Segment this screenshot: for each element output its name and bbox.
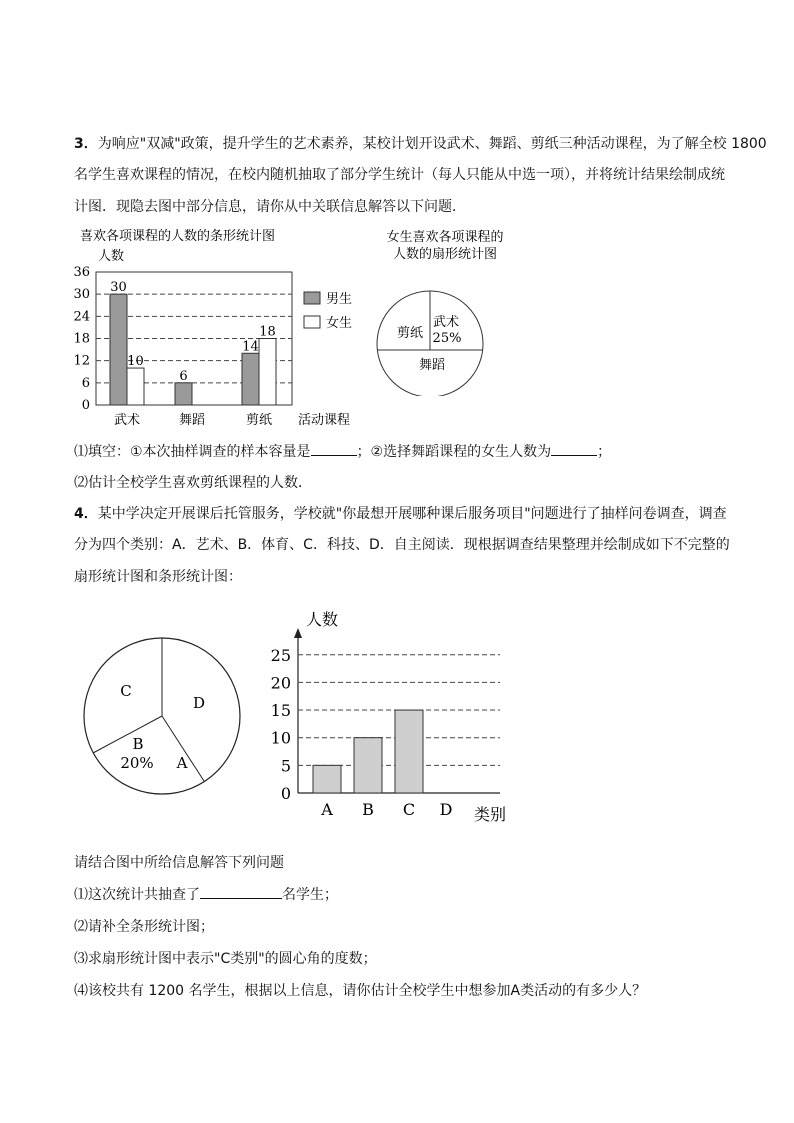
q4-number: 4． bbox=[74, 506, 98, 522]
q3-bar bbox=[259, 339, 276, 406]
q3-ytick-label: 6 bbox=[81, 375, 90, 391]
q4-sub1-blank[interactable] bbox=[200, 885, 282, 899]
q4-pie-label-b: B bbox=[132, 735, 144, 753]
q3-xtick-label: 武术 bbox=[113, 413, 141, 428]
q3-xtick-label: 舞蹈 bbox=[178, 413, 206, 428]
q3-sub2: ⑵估计全校学生喜欢剪纸课程的人数． bbox=[74, 475, 312, 491]
q3-pie-title-1: 女生喜欢各项课程的 bbox=[386, 230, 504, 245]
q3-bar-value-label: 18 bbox=[259, 324, 276, 340]
q4-prompt: 请结合图中所给信息解答下列问题 bbox=[74, 855, 284, 871]
q4-xtick-label: C bbox=[402, 800, 416, 819]
q3-ytick-label: 36 bbox=[73, 265, 90, 280]
q3-bar bbox=[127, 368, 144, 405]
q4-line1-text: 某中学决定开展课后托管服务，学校就"你最想开展哪种课后服务项目"问题进行了抽样问卷调查，调查 bbox=[97, 506, 727, 522]
q4-pie-chart bbox=[80, 636, 250, 802]
q3-bar-value-label: 6 bbox=[179, 368, 188, 384]
q3-bar bbox=[175, 383, 192, 405]
q3-pie-label-wushu: 武术 bbox=[432, 315, 460, 330]
q4-ytick-label: 15 bbox=[270, 701, 291, 721]
q4-xtick-label: A bbox=[321, 800, 333, 819]
q4-xtick-label: B bbox=[362, 800, 374, 819]
q3-bar-value-label: 14 bbox=[242, 339, 259, 355]
q4-line2: 分为四个类别：A．艺术、B．体育、C．科技、D．自主阅读．现根据调查结果整理并绘制成如下不完整的 bbox=[74, 537, 730, 553]
legend-girl-label: 女生 bbox=[326, 316, 353, 331]
q4-pie-label-b-pct: 20% bbox=[120, 754, 154, 772]
q4-sub1-suffix: 名学生； bbox=[282, 887, 338, 903]
q4-xtick-label: D bbox=[439, 800, 453, 819]
q4-ytick-label: 10 bbox=[270, 728, 291, 748]
q3-ytick-label: 30 bbox=[73, 287, 90, 303]
q4-bar bbox=[395, 710, 423, 793]
q3-bar-ylabel: 人数 bbox=[98, 249, 125, 264]
q3-xtick-label: 剪纸 bbox=[245, 413, 273, 428]
q4-sub4: ⑷该校共有 1200 名学生，根据以上信息，请你估计全校学生中想参加A类活动的有多少人？ bbox=[74, 983, 647, 999]
legend-girl-swatch bbox=[304, 316, 320, 328]
q4-sub1 bbox=[74, 885, 338, 905]
q3-pie-title-2: 人数的扇形统计图 bbox=[392, 247, 498, 262]
q3-ytick-label: 24 bbox=[73, 309, 90, 325]
q3-number: 3． bbox=[74, 136, 98, 152]
q3-pie-label-jianzhi: 剪纸 bbox=[396, 326, 424, 341]
q4-line1 bbox=[74, 504, 727, 524]
q3-bar-value-label: 10 bbox=[127, 354, 144, 370]
q4-bar bbox=[313, 765, 341, 793]
q3-sub1-blank1[interactable] bbox=[311, 442, 357, 456]
q3-sub1-prefix: ⑴填空：①本次抽样调查的样本容量是 bbox=[74, 444, 311, 460]
q4-ytick-label: 0 bbox=[280, 784, 291, 803]
q4-pie-label-a: A bbox=[176, 754, 188, 772]
q3-pie-label-wushu-pct: 25% bbox=[432, 331, 462, 346]
q4-bar-xlabel: 类别 bbox=[474, 805, 507, 824]
q4-y-axis-arrow bbox=[294, 628, 302, 638]
q4-ytick-label: 5 bbox=[280, 756, 291, 776]
legend-boy-swatch bbox=[304, 292, 320, 304]
q3-line2: 名学生喜欢课程的情况，在校内随机抽取了部分学生统计（每人只能从中选一项），并将统计结果绘制成统 bbox=[74, 167, 725, 183]
q4-ytick-label: 25 bbox=[270, 645, 291, 665]
q3-line3: 计图．现隐去图中部分信息，请你从中关联信息解答以下问题． bbox=[74, 199, 466, 215]
q4-sub3: ⑶求扇形统计图中表示"C类别"的圆心角的度数； bbox=[74, 951, 377, 967]
q3-sub1-middle: ；②选择舞蹈课程的女生人数为 bbox=[356, 444, 552, 460]
q3-bar-chart bbox=[60, 222, 370, 432]
q4-pie-label-d: D bbox=[192, 694, 206, 712]
q3-sub1-blank2[interactable] bbox=[551, 442, 597, 456]
q3-sub1 bbox=[74, 442, 611, 462]
q3-bar-value-label: 30 bbox=[110, 280, 127, 296]
q3-ytick-label: 18 bbox=[73, 331, 90, 347]
q3-ytick-label: 12 bbox=[73, 353, 90, 369]
q4-line3: 扇形统计图和条形统计图： bbox=[74, 569, 242, 585]
q4-sub1-prefix: ⑴这次统计共抽查了 bbox=[74, 887, 200, 903]
q4-bar-chart bbox=[260, 603, 530, 828]
q4-pie-label-c: C bbox=[120, 682, 132, 700]
q4-bar-ylabel: 人数 bbox=[306, 610, 339, 629]
q4-ytick-label: 20 bbox=[270, 673, 291, 693]
q3-pie-chart bbox=[370, 226, 520, 396]
q3-bar bbox=[110, 294, 127, 405]
q3-ytick-label: 0 bbox=[81, 398, 90, 413]
q3-bar bbox=[242, 353, 259, 405]
q3-sub1-suffix: ； bbox=[597, 444, 612, 460]
legend-boy-label: 男生 bbox=[326, 292, 353, 307]
q3-pie-label-wudao: 舞蹈 bbox=[418, 358, 446, 373]
q3-line1 bbox=[74, 134, 767, 154]
q3-line1-text: 为响应"双减"政策，提升学生的艺术素养，某校计划开设武术、舞蹈、剪纸三种活动课程，为了解全校 1800 bbox=[97, 136, 767, 152]
q4-bar bbox=[354, 738, 382, 793]
q3-bar-title: 喜欢各项课程的人数的条形统计图 bbox=[80, 229, 276, 244]
q3-bar-xlabel: 活动课程 bbox=[298, 413, 351, 428]
q4-sub2: ⑵请补全条形统计图； bbox=[74, 919, 214, 935]
